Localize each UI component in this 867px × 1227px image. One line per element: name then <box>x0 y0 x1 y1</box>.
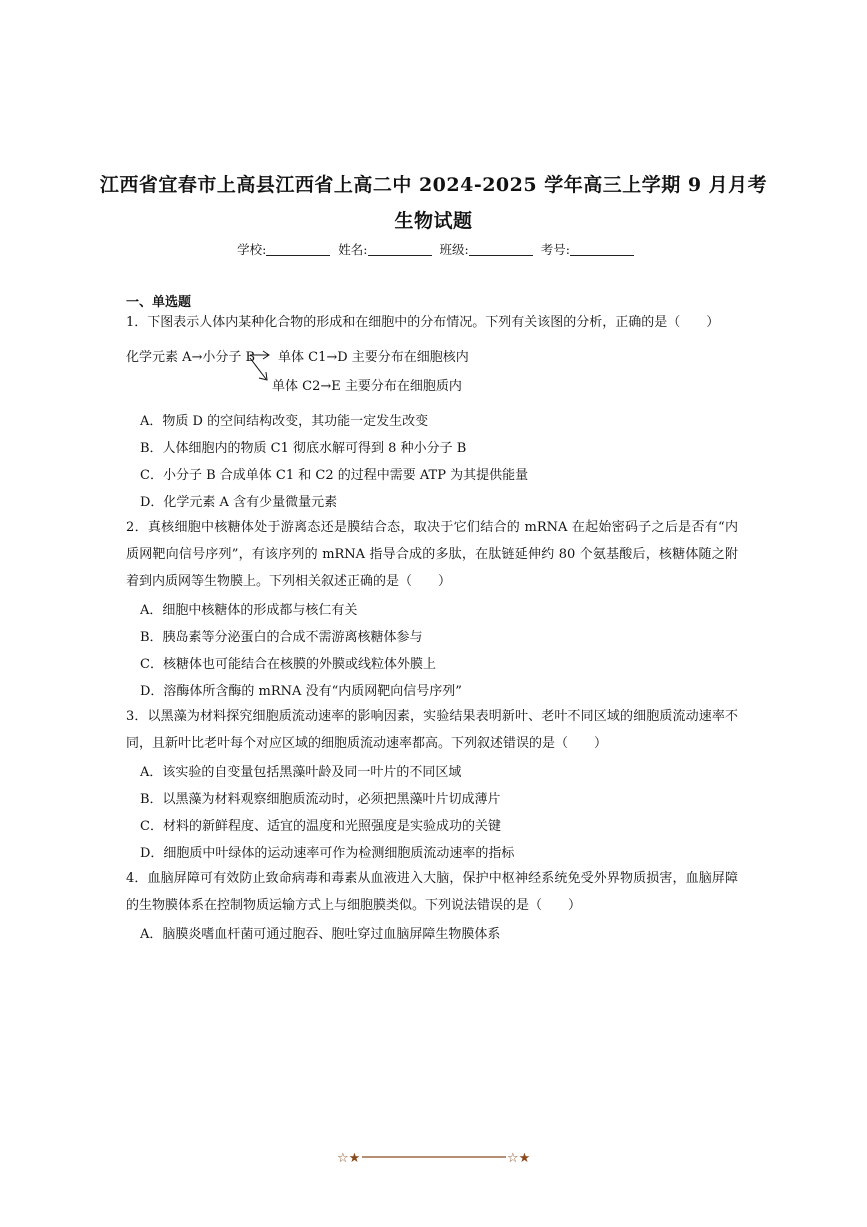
question-1-option-b: B．人体细胞内的物质 C1 彻底水解可得到 8 种小分子 B <box>140 441 467 456</box>
student-info-row <box>0 240 867 258</box>
question-2-option-a: A．细胞中核糖体的形成都与核仁有关 <box>140 603 358 618</box>
question-1-option-a: A．物质 D 的空间结构改变，其功能一定发生改变 <box>140 414 429 429</box>
question-4-option-a: A．脑膜炎嗜血杆菌可通过胞吞、胞吐穿过血脑屏障生物膜体系 <box>140 927 501 942</box>
question-1-option-c: C．小分子 B 合成单体 C1 和 C2 的过程中需要 ATP 为其提供能量 <box>140 468 529 483</box>
name-blank[interactable] <box>368 243 432 256</box>
question-4-stem: 4．血脑屏障可有效防止致命病毒和毒素从血液进入大脑，保护中枢神经系统免受外界物质损害，血脑屏障的生物膜体系在控制物质运输方式上与细胞膜类似。下列说法错误的是（ ） <box>126 871 738 913</box>
exam-subtitle: 生物试题 <box>394 210 473 232</box>
exam-title: 江西省宜春市上高县江西省上高二中 2024-2025 学年高三上学期 9 月月考 <box>99 174 768 196</box>
exam-number-label: 考号: <box>540 242 570 257</box>
diagram-branch-2: 单体 C2→E 主要分布在细胞质内 <box>272 379 462 394</box>
footer-star-right: ☆★ <box>507 1151 531 1166</box>
exam-number-blank[interactable] <box>570 243 634 256</box>
name-label: 姓名: <box>338 242 368 257</box>
school-label: 学校: <box>237 242 267 257</box>
diagram-left-label: 化学元素 A→小分子 B <box>126 350 256 365</box>
question-3-stem: 3．以黑藻为材料探究细胞质流动速率的影响因素，实验结果表明新叶、老叶不同区域的细胞质流动速率不同，且新叶比老叶每个对应区域的细胞质流动速率都高。下列叙述错误的是（ ） <box>126 709 738 751</box>
footer-ornament-graphic <box>0 1146 867 1170</box>
question-3-option-d: D．细胞质中叶绿体的运动速率可作为检测细胞质流动速率的指标 <box>140 846 515 861</box>
section-title: 一、单选题 <box>126 295 192 310</box>
class-label: 班级: <box>439 242 469 257</box>
footer-ornament <box>0 1146 867 1170</box>
question-2-option-d: D．溶酶体所含酶的 mRNA 没有“内质网靶向信号序列” <box>140 684 462 699</box>
question-2-option-b: B．胰岛素等分泌蛋白的合成不需游离核糖体参与 <box>140 630 423 645</box>
question-3-option-c: C．材料的新鲜程度、适宜的温度和光照强度是实验成功的关键 <box>140 819 501 834</box>
footer-star-left: ☆★ <box>337 1151 361 1166</box>
question-3-option-b: B．以黑藻为材料观察细胞质流动时，必须把黑藻叶片切成薄片 <box>140 792 501 807</box>
question-1-diagram <box>126 346 486 396</box>
question-1-stem: 1．下图表示人体内某种化合物的形成和在细胞中的分布情况。下列有关该图的分析，正确的是（ ） <box>126 315 720 330</box>
question-2-stem: 2．真核细胞中核糖体处于游离态还是膜结合态，取决于它们结合的 mRNA 在起始密码子之后是否有“内质网靶向信号序列”，有该序列的 mRNA 指导合成的多肽，在肽链延伸约 80 个氨基酸后，核糖体随之附着到内质网等生物膜上。下列相关叙述正确的是（ ） <box>126 520 738 589</box>
diagram-branch-1: 单体 C1→D 主要分布在细胞核内 <box>278 350 469 365</box>
question-1-option-d: D．化学元素 A 含有少量微量元素 <box>140 495 338 510</box>
question-2-option-c: C．核糖体也可能结合在核膜的外膜或线粒体外膜上 <box>140 657 436 672</box>
school-blank[interactable] <box>266 243 330 256</box>
question-3-option-a: A．该实验的自变量包括黑藻叶龄及同一叶片的不同区域 <box>140 765 462 780</box>
class-blank[interactable] <box>469 243 533 256</box>
